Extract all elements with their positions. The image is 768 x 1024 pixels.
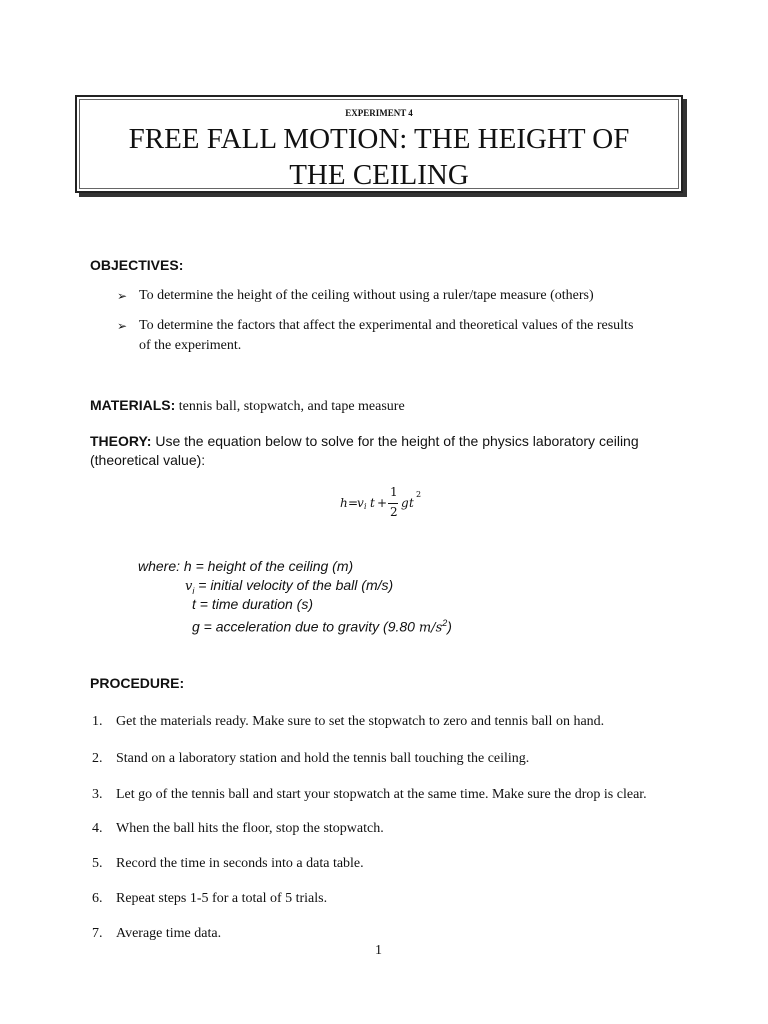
step-text: Average time data. <box>116 926 222 941</box>
theory-text: Use the equation below to solve for the height of the physics laboratory ceiling (theoretical value): <box>90 433 639 468</box>
gravity-unit-exponent: 2 <box>442 618 448 628</box>
arrow-bullet-icon: ➢ <box>117 319 128 333</box>
arrow-bullet-icon: ➢ <box>117 289 128 303</box>
materials-heading: MATERIALS: <box>90 397 176 413</box>
fraction-bar <box>388 503 398 504</box>
velocity-symbol: v <box>185 579 193 594</box>
eq-plus: + <box>377 496 388 510</box>
eq-v: v <box>357 496 364 510</box>
gravity-unit: m/s <box>418 620 443 636</box>
eq-equals: = <box>348 496 359 510</box>
step-text: When the ball hits the floor, stop the stopwatch. <box>116 821 384 836</box>
eq-denominator: 2 <box>390 505 398 519</box>
free-fall-equation <box>340 485 450 525</box>
theory-heading: THEORY: <box>90 433 152 449</box>
objective-text: To determine the height of the ceiling without using a ruler/tape measure (others) <box>139 288 594 303</box>
step-number: 4. <box>92 821 103 836</box>
where-line-height: where: h = height of the ceiling (m) <box>138 558 354 574</box>
velocity-description: = initial velocity of the ball (m/s) <box>194 577 394 593</box>
step-number: 5. <box>92 856 103 871</box>
eq-v-sub: i <box>364 502 367 511</box>
step-number: 7. <box>92 926 103 941</box>
step-text: Stand on a laboratory station and hold the tennis ball touching the ceiling. <box>116 751 530 766</box>
materials-line <box>90 397 405 415</box>
eq-h: h <box>340 496 348 510</box>
gravity-suffix: ) <box>447 618 452 635</box>
title-box <box>75 95 683 193</box>
theory-paragraph <box>90 432 690 470</box>
procedure-heading: PROCEDURE: <box>90 675 185 691</box>
step-number: 6. <box>92 891 103 906</box>
eq-g: g <box>401 496 409 510</box>
where-line-time: t = time duration (s) <box>192 596 313 612</box>
materials-text: tennis ball, stopwatch, and tape measure <box>178 399 405 414</box>
eq-numerator: 1 <box>390 485 398 499</box>
step-text: Get the materials ready. Make sure to set the stopwatch to zero and tennis ball on hand. <box>116 714 605 729</box>
where-line-gravity <box>192 614 452 638</box>
objective-text: To determine the factors that affect the experimental and theoretical values of the results of the experiment. <box>139 318 634 353</box>
page-title <box>77 121 681 193</box>
eq-t-squared: t <box>409 496 414 510</box>
step-text: Let go of the tennis ball and start your stopwatch at the same time. Make sure the drop is clear. <box>116 787 647 802</box>
eq-t: t <box>370 496 375 510</box>
gravity-description: g = acceleration due to gravity (9.80 <box>192 618 419 635</box>
step-text: Repeat steps 1-5 for a total of 5 trials. <box>116 891 328 906</box>
page-number: 1 <box>375 943 382 958</box>
velocity-subscript: i <box>192 585 195 596</box>
step-number: 3. <box>92 787 103 802</box>
step-number: 1. <box>92 714 103 729</box>
objectives-heading: OBJECTIVES: <box>90 257 184 273</box>
eq-exponent: 2 <box>416 490 422 499</box>
title-line-2: THE CEILING <box>289 159 469 191</box>
step-text: Record the time in seconds into a data table. <box>116 856 364 871</box>
experiment-label: EXPERIMENT 4 <box>345 108 413 118</box>
step-number: 2. <box>92 751 103 766</box>
title-line-1: FREE FALL MOTION: THE HEIGHT OF <box>128 123 630 155</box>
